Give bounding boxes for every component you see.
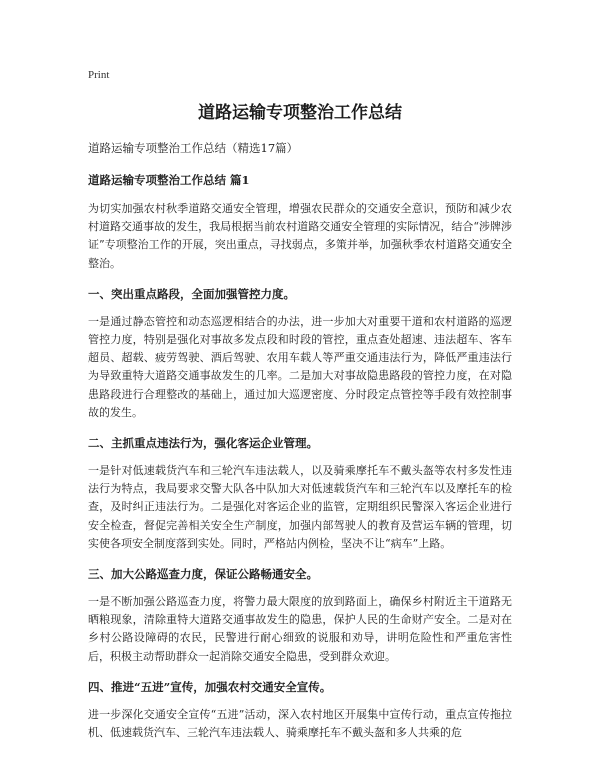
section-heading-1: 一、突出重点路段，全面加强管控力度。 [88,286,295,301]
document-title: 道路运输专项整治工作总结 [198,103,402,123]
section-heading-3: 三、加大公路巡查力度，保证公路畅通安全。 [88,567,318,582]
section-heading-2: 二、主抓重点违法行为，强化客运企业管理。 [88,436,318,451]
section-body-2: 一是针对低速载货汽车和三轮汽车违法载人，以及骑乘摩托车不戴头盔等农村多发性违法行为特点，我局要求交警大队各中队加大对低速载货汽车和三轮汽车以及摩托车的检查，及时纠正违法行为。二是强化对客运企业的监管，定期组织民警深入客运企业进行安全检查，督促完善相关安全生产制度，加强内部驾驶人的教育及营运车辆的管理，切实使各项安全制度落到实处。同时，严格站内例检，坚决不让“病车”上路。 [88,464,512,550]
document-subtitle: 道路运输专项整治工作总结（精选17篇） [88,141,299,155]
section-body-4: 进一步深化交通安全宣传“五进”活动，深入农村地区开展集中宣传行动，重点宣传拖拉机、低速载货汽车、三轮汽车违法载人、骑乘摩托车不戴头盔和多人共乘的危 [88,707,512,740]
print-label[interactable]: Print [88,69,110,81]
section-heading-4: 四、推进“五进”宣传，加强农村交通安全宣传。 [88,679,332,694]
section-body-1: 一是通过静态管控和动态巡逻相结合的办法，进一步加大对重要干道和农村道路的巡逻管控力度，特别是强化对事故多发点段和时段的管控，重点查处超速、违法超车、客车超员、超载、疲劳驾驶、酒后驾驶、农用车载人等严重交通违法行为，降低严重违法行为导致重特大道路交通事故发生的几率。二是加大对事故隐患路段的管控力度，在对隐患路段进行合理整改的基础上，通过加大巡逻密度、分时段定点管控等手段有效控制事故的发生。 [88,314,512,419]
intro-paragraph: 为切实加强农村秋季道路交通安全管理，增强农民群众的交通安全意识，预防和减少农村道路交通事故的发生，我局根据当前农村道路交通安全管理的实际情况，结合“涉牌涉证”专项整治工作的开展，突出重点，寻找弱点，多策并举，加强秋季农村道路交通安全整治。 [88,202,512,270]
section-body-3: 一是不断加强公路巡查力度，将警力最大限度的放到路面上，确保乡村附近主干道路无晒粮现象，清除重特大道路交通事故发生的隐患，保护人民的生命财产安全。二是对在乡村公路设障碍的农民，民警进行耐心细致的说服和劝导，讲明危险性和严重危害性后，积极主动帮助群众一起消除交通安全隐患，受到群众欢迎。 [88,595,512,663]
article-title: 道路运输专项整治工作总结 篇1 [88,173,250,187]
